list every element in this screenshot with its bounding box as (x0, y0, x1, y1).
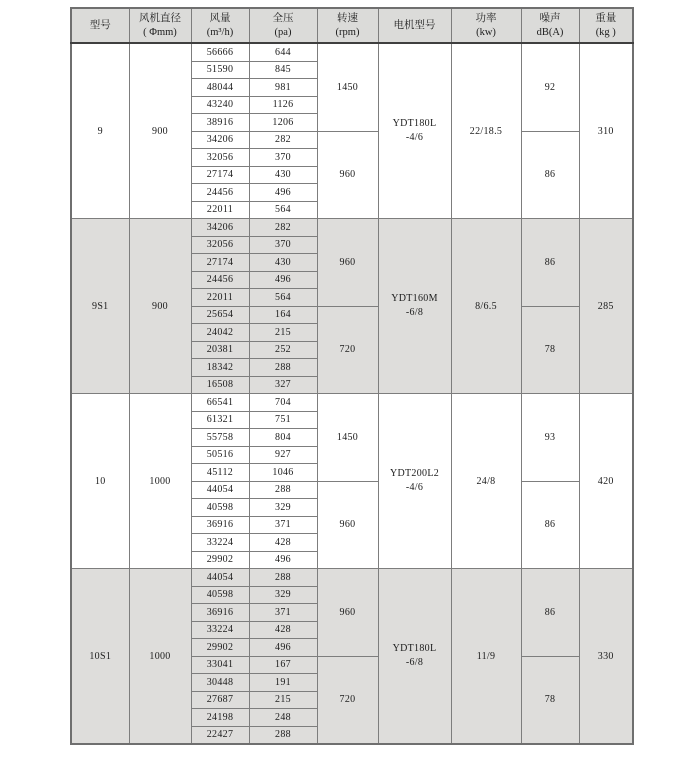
cell-model: 9S1 (71, 219, 129, 394)
cell-airflow: 27174 (191, 254, 249, 272)
cell-pressure: 430 (249, 166, 317, 184)
cell-diameter: 1000 (129, 394, 191, 569)
cell-airflow: 29902 (191, 639, 249, 657)
cell-airflow: 30448 (191, 674, 249, 692)
col-header-label: 转速 (337, 12, 358, 24)
table-row (71, 43, 633, 61)
cell-weight: 285 (579, 219, 633, 394)
cell-pressure: 428 (249, 534, 317, 552)
cell-speed: 960 (317, 131, 378, 219)
cell-noise: 86 (521, 481, 579, 569)
cell-airflow: 24198 (191, 709, 249, 727)
cell-pressure: 564 (249, 289, 317, 307)
cell-pressure: 751 (249, 411, 317, 429)
cell-pressure: 164 (249, 306, 317, 324)
col-header-model (71, 8, 129, 43)
cell-pressure: 371 (249, 516, 317, 534)
table-row (71, 219, 633, 237)
cell-motor: YDT200L2 -4/6 (378, 394, 451, 569)
cell-speed: 960 (317, 219, 378, 307)
cell-airflow: 20381 (191, 341, 249, 359)
cell-pressure: 1046 (249, 464, 317, 482)
cell-speed: 1450 (317, 43, 378, 131)
cell-airflow: 40598 (191, 586, 249, 604)
cell-model: 9 (71, 43, 129, 219)
cell-airflow: 48044 (191, 79, 249, 97)
cell-airflow: 24456 (191, 184, 249, 202)
col-header-unit: (m³/h) (206, 26, 234, 38)
cell-pressure: 496 (249, 271, 317, 289)
cell-pressure: 428 (249, 621, 317, 639)
cell-weight: 420 (579, 394, 633, 569)
cell-pressure: 215 (249, 324, 317, 342)
cell-airflow: 55758 (191, 429, 249, 447)
cell-pressure: 430 (249, 254, 317, 272)
cell-noise: 78 (521, 306, 579, 394)
col-header-label: 型号 (89, 19, 111, 31)
header-row (71, 8, 633, 43)
col-header-unit: (kg ) (595, 26, 616, 38)
cell-motor: YDT180L -4/6 (378, 43, 451, 219)
cell-airflow: 16508 (191, 376, 249, 394)
cell-airflow: 36916 (191, 604, 249, 622)
cell-airflow: 33224 (191, 621, 249, 639)
cell-diameter: 900 (129, 219, 191, 394)
cell-airflow: 24042 (191, 324, 249, 342)
cell-pressure: 167 (249, 656, 317, 674)
cell-airflow: 44054 (191, 481, 249, 499)
cell-airflow: 34206 (191, 131, 249, 149)
cell-pressure: 248 (249, 709, 317, 727)
col-header-airflow (191, 8, 249, 43)
cell-diameter: 900 (129, 43, 191, 219)
col-header-noise (521, 8, 579, 43)
cell-pressure: 370 (249, 149, 317, 167)
cell-pressure: 927 (249, 446, 317, 464)
cell-speed: 720 (317, 656, 378, 744)
cell-pressure: 282 (249, 131, 317, 149)
cell-motor: YDT160M -6/8 (378, 219, 451, 394)
cell-speed: 720 (317, 306, 378, 394)
cell-airflow: 25654 (191, 306, 249, 324)
cell-pressure: 371 (249, 604, 317, 622)
cell-pressure: 845 (249, 61, 317, 79)
cell-power: 22/18.5 (451, 43, 521, 219)
cell-airflow: 34206 (191, 219, 249, 237)
cell-airflow: 61321 (191, 411, 249, 429)
cell-airflow: 45112 (191, 464, 249, 482)
cell-pressure: 370 (249, 236, 317, 254)
cell-pressure: 288 (249, 481, 317, 499)
cell-airflow: 29902 (191, 551, 249, 569)
cell-airflow: 66541 (191, 394, 249, 412)
cell-pressure: 564 (249, 201, 317, 219)
cell-pressure: 252 (249, 341, 317, 359)
col-header-speed (317, 8, 378, 43)
cell-motor: YDT180L -6/8 (378, 569, 451, 745)
cell-airflow: 18342 (191, 359, 249, 377)
col-header-unit: (rpm) (335, 26, 360, 38)
cell-airflow: 22427 (191, 726, 249, 744)
fan-spec-table (70, 7, 634, 745)
col-header-label: 重量 (595, 12, 617, 24)
cell-pressure: 804 (249, 429, 317, 447)
cell-pressure: 981 (249, 79, 317, 97)
cell-airflow: 44054 (191, 569, 249, 587)
cell-pressure: 496 (249, 184, 317, 202)
cell-airflow: 36916 (191, 516, 249, 534)
cell-airflow: 51590 (191, 61, 249, 79)
cell-airflow: 38916 (191, 114, 249, 132)
cell-model: 10S1 (71, 569, 129, 745)
col-header-unit: (pa) (274, 26, 292, 38)
cell-pressure: 1206 (249, 114, 317, 132)
cell-airflow: 22011 (191, 201, 249, 219)
cell-airflow: 27174 (191, 166, 249, 184)
cell-model: 10 (71, 394, 129, 569)
cell-pressure: 496 (249, 551, 317, 569)
col-header-unit: dB(A) (536, 26, 564, 38)
cell-pressure: 288 (249, 359, 317, 377)
col-header-label: 噪声 (539, 12, 561, 24)
cell-airflow: 33041 (191, 656, 249, 674)
col-header-diameter (129, 8, 191, 43)
cell-speed: 960 (317, 481, 378, 569)
col-header-label: 电机型号 (393, 19, 436, 31)
col-header-label: 风量 (209, 12, 231, 24)
cell-airflow: 50516 (191, 446, 249, 464)
cell-pressure: 496 (249, 639, 317, 657)
cell-airflow: 24456 (191, 271, 249, 289)
col-header-pressure (249, 8, 317, 43)
cell-power: 24/8 (451, 394, 521, 569)
cell-pressure: 288 (249, 726, 317, 744)
col-header-power (451, 8, 521, 43)
col-header-unit: ( Φmm) (143, 26, 177, 38)
cell-noise: 86 (521, 569, 579, 657)
table-body (71, 43, 633, 744)
cell-pressure: 288 (249, 569, 317, 587)
cell-pressure: 1126 (249, 96, 317, 114)
cell-pressure: 329 (249, 586, 317, 604)
cell-airflow: 32056 (191, 149, 249, 167)
cell-pressure: 282 (249, 219, 317, 237)
cell-power: 11/9 (451, 569, 521, 745)
cell-speed: 960 (317, 569, 378, 657)
col-header-label: 全压 (272, 12, 294, 24)
cell-speed: 1450 (317, 394, 378, 482)
cell-noise: 78 (521, 656, 579, 744)
cell-weight: 330 (579, 569, 633, 745)
cell-pressure: 704 (249, 394, 317, 412)
page (70, 7, 634, 745)
cell-airflow: 27687 (191, 691, 249, 709)
cell-pressure: 644 (249, 43, 317, 61)
cell-airflow: 40598 (191, 499, 249, 517)
cell-airflow: 22011 (191, 289, 249, 307)
cell-airflow: 43240 (191, 96, 249, 114)
cell-weight: 310 (579, 43, 633, 219)
cell-noise: 93 (521, 394, 579, 482)
cell-airflow: 33224 (191, 534, 249, 552)
table-row (71, 394, 633, 412)
col-header-label: 风机直径 (139, 12, 181, 24)
cell-diameter: 1000 (129, 569, 191, 745)
cell-pressure: 191 (249, 674, 317, 692)
cell-power: 8/6.5 (451, 219, 521, 394)
col-header-unit: (kw) (476, 26, 496, 38)
cell-pressure: 329 (249, 499, 317, 517)
col-header-weight (579, 8, 633, 43)
cell-pressure: 215 (249, 691, 317, 709)
cell-airflow: 56666 (191, 43, 249, 61)
col-header-label: 功率 (475, 12, 497, 24)
table-row (71, 569, 633, 587)
cell-airflow: 32056 (191, 236, 249, 254)
cell-pressure: 327 (249, 376, 317, 394)
cell-noise: 92 (521, 43, 579, 131)
col-header-motor (378, 8, 451, 43)
cell-noise: 86 (521, 131, 579, 219)
cell-noise: 86 (521, 219, 579, 307)
